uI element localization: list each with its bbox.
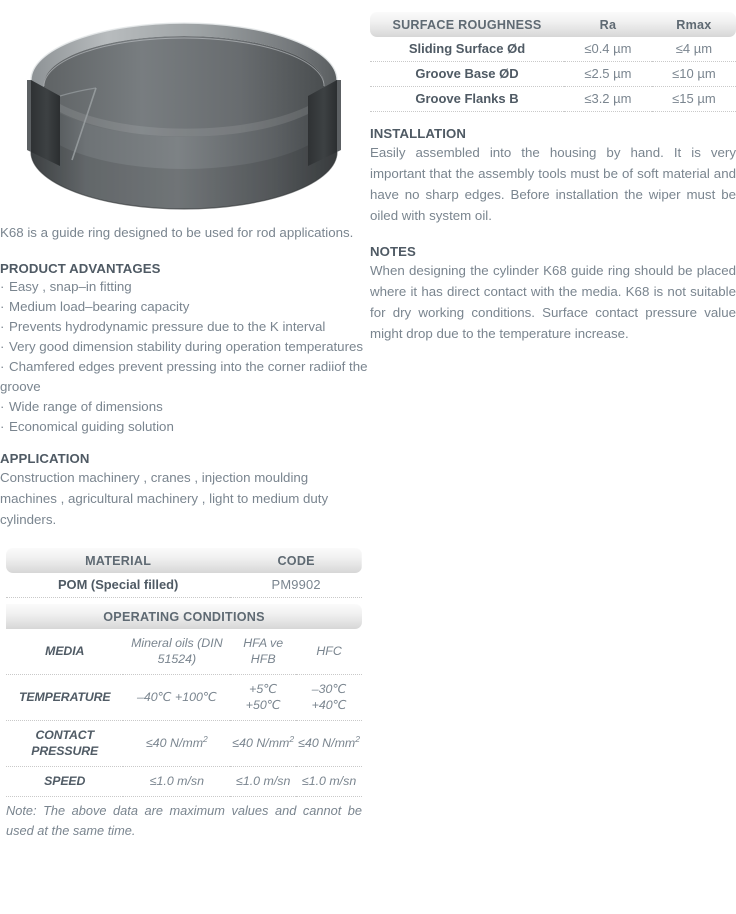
groove-base-rmax: ≤10 µm — [652, 62, 736, 87]
row-label-groove-base: Groove Base ØD — [370, 62, 564, 87]
contact-pressure-col1: ≤40 $N/mm^2$ — [123, 721, 230, 767]
temperature-col3: –30℃ +40℃ — [296, 675, 362, 721]
row-label-contact-pressure: CONTACT PRESSURE — [6, 721, 123, 767]
groove-base-ra: ≤2.5 µm — [564, 62, 652, 87]
operating-conditions-title: OPERATING CONDITIONS — [103, 609, 265, 624]
surface-roughness-header: SURFACE ROUGHNESS — [392, 17, 542, 32]
material-value: POM (Special filled) — [6, 573, 230, 598]
temperature-col1: –40℃ +100℃ — [123, 675, 230, 721]
material-table — [6, 548, 362, 598]
list-item: · Medium load–bearing capacity — [0, 297, 368, 317]
speed-col1: ≤1.0 m/sn — [123, 767, 230, 797]
row-label-temperature: TEMPERATURE — [6, 675, 123, 721]
right-column — [370, 12, 736, 344]
material-header: MATERIAL — [85, 553, 152, 568]
product-advantages-list — [0, 277, 368, 437]
product-image — [0, 0, 368, 222]
row-label-media: MEDIA — [6, 629, 123, 675]
installation-body: Easily assembled into the housing by hand. It is very important that the assembly tools must be of soft material and have no sharp edges. Before installation the wiper must be oiled with system oil. — [370, 145, 736, 223]
table-row — [6, 629, 362, 675]
groove-flanks-rmax: ≤15 µm — [652, 87, 736, 112]
media-col1: Mineral oils (DIN 51524) — [123, 629, 230, 675]
code-value: PM9902 — [230, 573, 362, 598]
table-row — [6, 767, 362, 797]
list-item: · Very good dimension stability during operation temperatures — [0, 337, 368, 357]
speed-col3: ≤1.0 m/sn — [296, 767, 362, 797]
list-item: · Economical guiding solution — [0, 417, 368, 437]
sliding-surface-rmax: ≤4 µm — [652, 37, 736, 62]
installation-title: INSTALLATION — [370, 126, 466, 141]
table-header-row — [6, 604, 362, 629]
table-row — [370, 87, 736, 112]
speed-col2: ≤1.0 m/sn — [230, 767, 296, 797]
media-col3: HFC — [296, 629, 362, 675]
list-item: · Easy , snap–in fitting — [0, 277, 368, 297]
product-description: K68 is a guide ring designed to be used for rod applications. — [0, 225, 354, 240]
application-title: APPLICATION — [0, 451, 90, 466]
row-label-speed: SPEED — [6, 767, 123, 797]
ra-header: Ra — [599, 17, 617, 32]
groove-flanks-ra: ≤3.2 µm — [564, 87, 652, 112]
table-row — [6, 573, 362, 598]
row-label-groove-flanks: Groove Flanks B — [370, 87, 564, 112]
operating-conditions-note: Note: The above data are maximum values and cannot be used at the same time. — [6, 803, 362, 838]
media-col2: HFA ve HFB — [230, 629, 296, 675]
application-body: Construction machinery , cranes , injection moulding machines , agricultural machinery , light to medium duty cylinders. — [0, 470, 329, 527]
row-label-sliding-surface: Sliding Surface Ød — [370, 37, 564, 62]
contact-pressure-col3: ≤40 $N/mm^2$ — [296, 721, 362, 767]
table-header-row — [370, 12, 736, 37]
table-row — [370, 62, 736, 87]
notes-body: When designing the cylinder K68 guide ring should be placed where it has direct contact with the media. K68 is not suitable for dry working conditions. Surface contact pressure value might drop due to the temperature increase. — [370, 263, 736, 341]
table-row — [370, 37, 736, 62]
product-advantages-title: PRODUCT ADVANTAGES — [0, 261, 161, 276]
operating-conditions-table — [6, 604, 362, 797]
surface-roughness-table — [370, 12, 736, 112]
table-header-row — [6, 548, 362, 573]
temperature-col2: +5℃ +50℃ — [230, 675, 296, 721]
table-row — [6, 675, 362, 721]
split-guide-ring-3d-render — [0, 0, 368, 222]
list-item: · Wide range of dimensions — [0, 397, 368, 417]
list-item: · Prevents hydrodynamic pressure due to the K interval — [0, 317, 368, 337]
table-row — [6, 721, 362, 767]
code-header: CODE — [277, 553, 315, 568]
specs-table-wrap — [0, 548, 368, 841]
contact-pressure-col2: ≤40 $N/mm^2$ — [230, 721, 296, 767]
sliding-surface-ra: ≤0.4 µm — [564, 37, 652, 62]
notes-title: NOTES — [370, 244, 416, 259]
left-column — [0, 0, 368, 841]
rmax-header: Rmax — [676, 17, 712, 32]
list-item: · Chamfered edges prevent pressing into the corner radiiof the groove — [0, 357, 368, 397]
